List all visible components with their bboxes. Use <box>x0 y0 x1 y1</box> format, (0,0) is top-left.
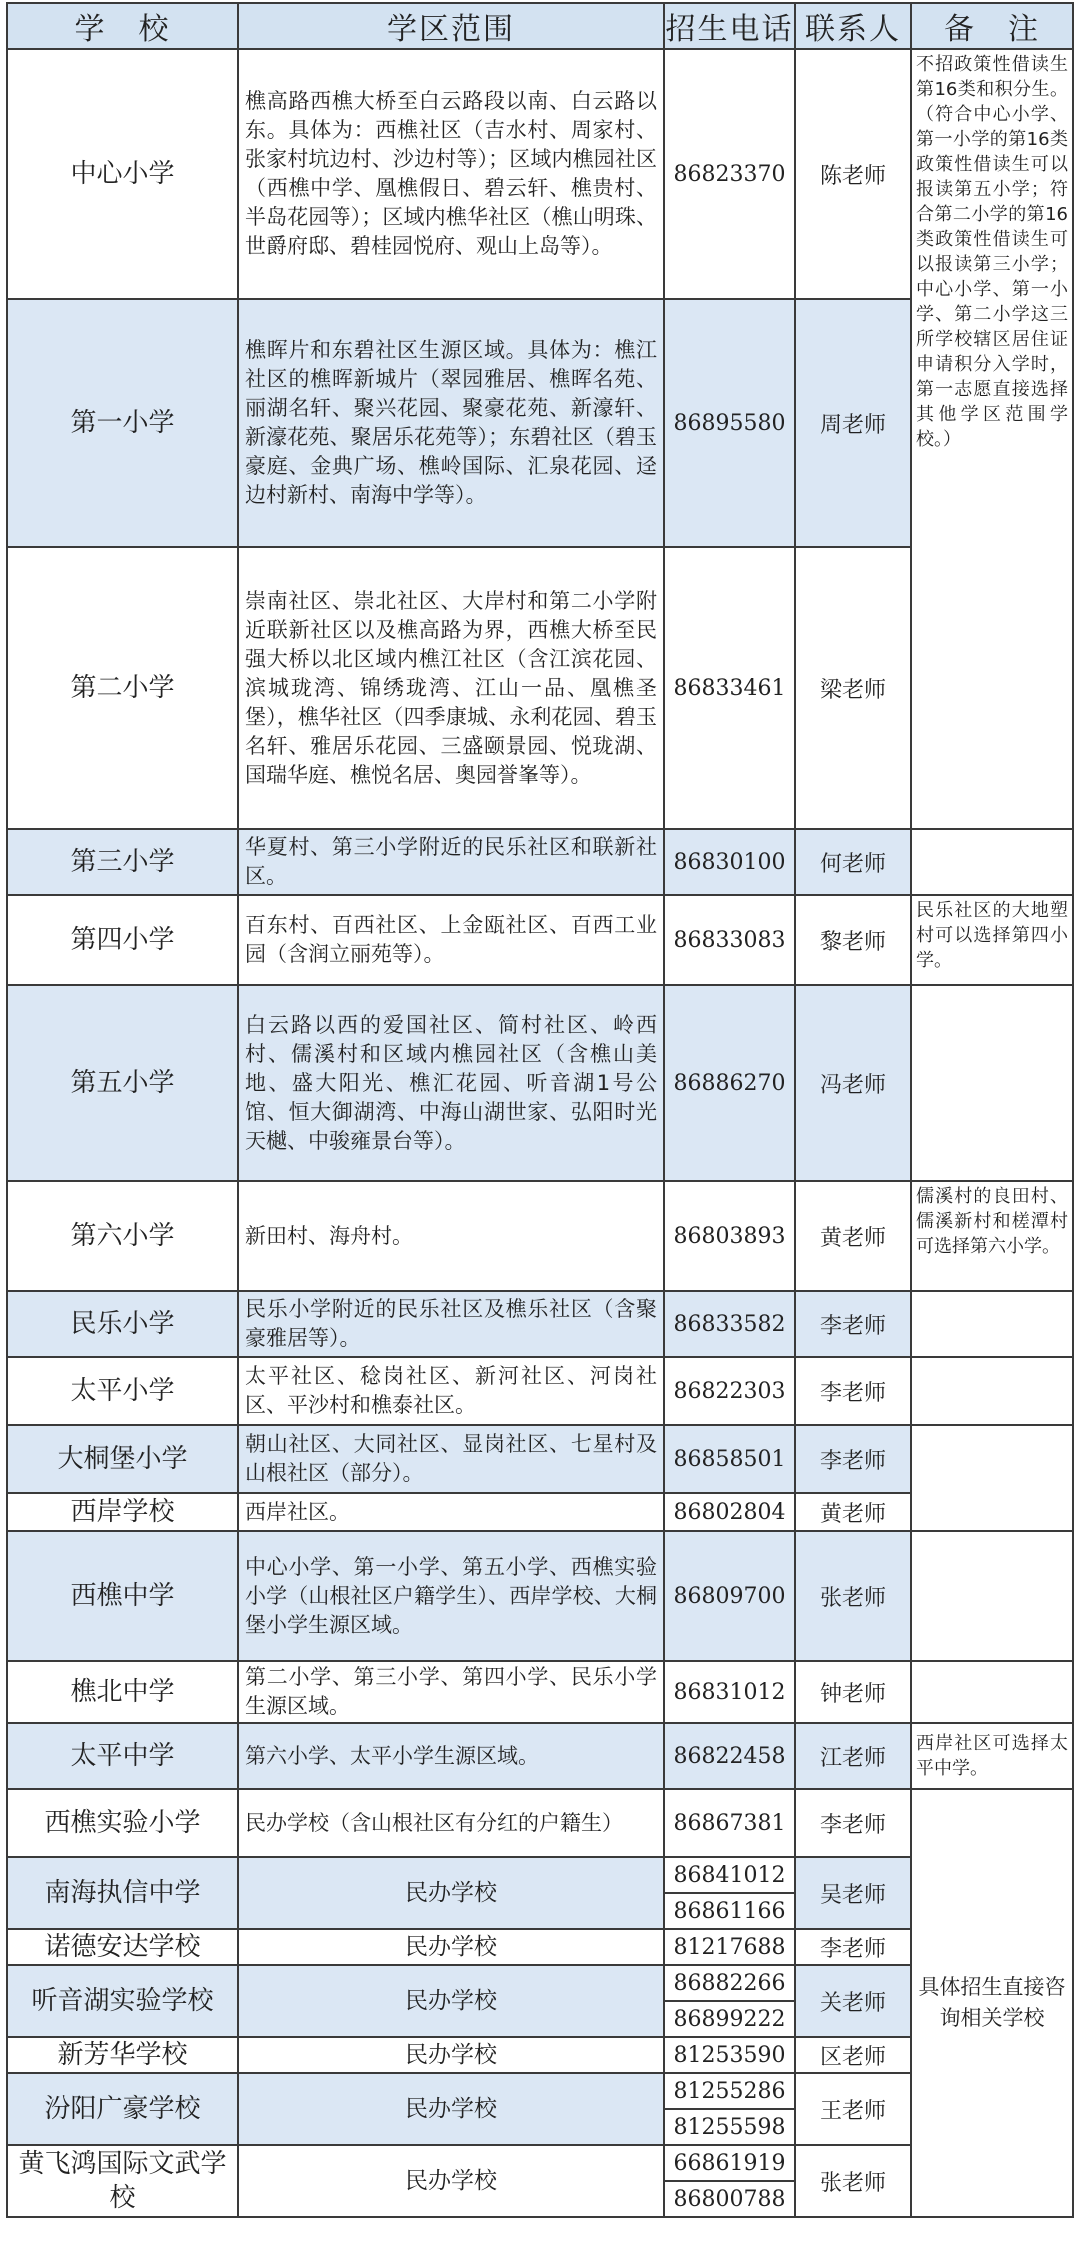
phone-number: 66861919 <box>664 2145 795 2181</box>
area-text: 华夏村、第三小学附近的民乐社区和联新社区。 <box>238 829 664 895</box>
school-name: 新芳华学校 <box>7 2037 238 2073</box>
phone-number: 86830100 <box>664 829 795 895</box>
contact-name: 关老师 <box>795 1965 911 2037</box>
area-text: 樵高路西樵大桥至白云路段以南、白云路以东。具体为：西樵社区（吉水村、周家村、张家村坑边村、沙边村等）；区域内樵园社区（西樵中学、凰樵假日、碧云轩、樵贵村、半岛花园等）；区域内樵华社区（樵山明珠、世爵府邸、碧桂园悦府、观山上岛等）。 <box>238 49 664 299</box>
contact-name: 李老师 <box>795 1357 911 1425</box>
area-text: 崇南社区、崇北社区、大岸村和第二小学附近联新社区以及樵高路为界，西樵大桥至民强大桥以北区域内樵江社区（含江滨花园、滨城珑湾、锦绣珑湾、江山一品、凰樵圣堡），樵华社区（四季康城、永利花园、碧玉名轩、雅居乐花园、三盛颐景园、悦珑湖、国瑞华庭、樵悦名居、奥园誉峯等）。 <box>238 547 664 829</box>
area-text: 民办学校 <box>238 1857 664 1929</box>
school-name: 樵北中学 <box>7 1661 238 1723</box>
table-row <box>7 985 1073 1181</box>
area-text: 民办学校 <box>238 2073 664 2145</box>
phone-number: 86802804 <box>664 1493 795 1531</box>
area-text: 民办学校 <box>238 1929 664 1965</box>
phone-number: 86800788 <box>664 2181 795 2217</box>
table-row <box>7 1357 1073 1425</box>
note-policy: 不招政策性借读生第16类和积分生。（符合中心小学、第一小学的第16类政策性借读生可以报读第五小学；符合第二小学的第16类政策性借读生可以报读第三小学；中心小学、第一小学、第二小学这三所学校辖区居住证申请积分入学时，第一志愿直接选择其他学区范围学校。） <box>911 49 1073 829</box>
phone-number: 81255286 <box>664 2073 795 2109</box>
contact-name: 吴老师 <box>795 1857 911 1929</box>
phone-number: 86823370 <box>664 49 795 299</box>
contact-name: 李老师 <box>795 1929 911 1965</box>
school-name: 西樵中学 <box>7 1531 238 1661</box>
area-text: 新田村、海舟村。 <box>238 1181 664 1291</box>
contact-name: 周老师 <box>795 299 911 547</box>
table-row <box>7 1531 1073 1661</box>
area-text: 百东村、百西社区、上金瓯社区、百西工业园（含润立丽苑等）。 <box>238 895 664 985</box>
note-empty <box>911 1661 1073 1723</box>
phone-number: 86886270 <box>664 985 795 1181</box>
note-sixth: 儒溪村的良田村、儒溪新村和槎潭村可选择第六小学。 <box>911 1181 1073 1291</box>
note-empty <box>911 985 1073 1181</box>
contact-name: 冯老师 <box>795 985 911 1181</box>
contact-name: 李老师 <box>795 1291 911 1357</box>
table-row <box>7 1789 1073 1857</box>
contact-name: 梁老师 <box>795 547 911 829</box>
note-taiping: 西岸社区可选择太平中学。 <box>911 1723 1073 1789</box>
contact-name: 区老师 <box>795 2037 911 2073</box>
area-text: 民办学校 <box>238 1965 664 2037</box>
area-text: 第六小学、太平小学生源区域。 <box>238 1723 664 1789</box>
note-empty <box>911 1531 1073 1661</box>
school-name: 第六小学 <box>7 1181 238 1291</box>
contact-name: 李老师 <box>795 1425 911 1493</box>
note-empty <box>911 1357 1073 1425</box>
school-name: 第五小学 <box>7 985 238 1181</box>
contact-name: 黄老师 <box>795 1181 911 1291</box>
contact-name: 黎老师 <box>795 895 911 985</box>
note-fourth: 民乐社区的大地塑村可以选择第四小学。 <box>911 895 1073 985</box>
table-row <box>7 1661 1073 1723</box>
table-header-row <box>7 3 1073 49</box>
phone-number: 86833083 <box>664 895 795 985</box>
contact-name: 何老师 <box>795 829 911 895</box>
table-row <box>7 829 1073 895</box>
phone-number: 86861166 <box>664 1893 795 1929</box>
school-name: 大桐堡小学 <box>7 1425 238 1493</box>
phone-number: 81255598 <box>664 2109 795 2145</box>
area-text: 民办学校（含山根社区有分红的户籍生） <box>238 1789 664 1857</box>
phone-number: 86809700 <box>664 1531 795 1661</box>
school-name: 太平小学 <box>7 1357 238 1425</box>
phone-number: 86833582 <box>664 1291 795 1357</box>
table-row <box>7 1291 1073 1357</box>
area-text: 民乐小学附近的民乐社区及樵乐社区（含聚豪雅居等）。 <box>238 1291 664 1357</box>
area-text: 白云路以西的爱国社区、简村社区、岭西村、儒溪村和区域内樵园社区（含樵山美地、盛大阳光、樵汇花园、听音湖1号公馆、恒大御湖湾、中海山湖世家、弘阳时光天樾、中骏雍景台等）。 <box>238 985 664 1181</box>
school-name: 听音湖实验学校 <box>7 1965 238 2037</box>
school-name: 诺德安达学校 <box>7 1929 238 1965</box>
school-name: 南海执信中学 <box>7 1857 238 1929</box>
header-contact: 联系人 <box>795 3 911 49</box>
table-row <box>7 1425 1073 1493</box>
table-row <box>7 1181 1073 1291</box>
school-name: 第一小学 <box>7 299 238 547</box>
school-name: 民乐小学 <box>7 1291 238 1357</box>
area-text: 第二小学、第三小学、第四小学、民乐小学生源区域。 <box>238 1661 664 1723</box>
contact-name: 钟老师 <box>795 1661 911 1723</box>
contact-name: 黄老师 <box>795 1493 911 1531</box>
table-row <box>7 1723 1073 1789</box>
area-text: 民办学校 <box>238 2037 664 2073</box>
school-name: 西樵实验小学 <box>7 1789 238 1857</box>
school-name: 第四小学 <box>7 895 238 985</box>
school-name: 西岸学校 <box>7 1493 238 1531</box>
area-text: 太平社区、稔岗社区、新河社区、河岗社区、平沙村和樵泰社区。 <box>238 1357 664 1425</box>
table-row <box>7 895 1073 985</box>
phone-number: 86858501 <box>664 1425 795 1493</box>
school-name: 中心小学 <box>7 49 238 299</box>
school-name: 黄飞鸿国际文武学校 <box>7 2145 238 2217</box>
phone-number: 86822303 <box>664 1357 795 1425</box>
phone-number: 86833461 <box>664 547 795 829</box>
contact-name: 李老师 <box>795 1789 911 1857</box>
phone-number: 86899222 <box>664 2001 795 2037</box>
header-school: 学 校 <box>7 3 238 49</box>
school-name: 太平中学 <box>7 1723 238 1789</box>
contact-name: 陈老师 <box>795 49 911 299</box>
area-text: 中心小学、第一小学、第五小学、西樵实验小学（山根社区户籍学生）、西岸学校、大桐堡小学生源区域。 <box>238 1531 664 1661</box>
phone-number: 81217688 <box>664 1929 795 1965</box>
phone-number: 86882266 <box>664 1965 795 2001</box>
phone-number: 86831012 <box>664 1661 795 1723</box>
school-name: 汾阳广豪学校 <box>7 2073 238 2145</box>
phone-number: 86841012 <box>664 1857 795 1893</box>
enrollment-table <box>6 2 1074 2218</box>
contact-name: 江老师 <box>795 1723 911 1789</box>
area-text: 西岸社区。 <box>238 1493 664 1531</box>
contact-name: 张老师 <box>795 2145 911 2217</box>
area-text: 民办学校 <box>238 2145 664 2217</box>
phone-number: 86895580 <box>664 299 795 547</box>
header-note: 备 注 <box>911 3 1073 49</box>
note-private: 具体招生直接咨询相关学校 <box>911 1789 1073 2217</box>
school-name: 第二小学 <box>7 547 238 829</box>
contact-name: 王老师 <box>795 2073 911 2145</box>
phone-number: 86822458 <box>664 1723 795 1789</box>
note-empty <box>911 1425 1073 1531</box>
note-empty <box>911 1291 1073 1357</box>
school-name: 第三小学 <box>7 829 238 895</box>
contact-name: 张老师 <box>795 1531 911 1661</box>
phone-number: 86803893 <box>664 1181 795 1291</box>
area-text: 樵晖片和东碧社区生源区域。具体为：樵江社区的樵晖新城片（翠园雅居、樵晖名苑、丽湖名轩、聚兴花园、聚豪花苑、新濠轩、新濠花苑、聚居乐花苑等）；东碧社区（碧玉豪庭、金典广场、樵岭国际、汇泉花园、迳边村新村、南海中学等）。 <box>238 299 664 547</box>
note-empty <box>911 829 1073 895</box>
header-area: 学区范围 <box>238 3 664 49</box>
table-row <box>7 49 1073 299</box>
phone-number: 86867381 <box>664 1789 795 1857</box>
phone-number: 81253590 <box>664 2037 795 2073</box>
header-phone: 招生电话 <box>664 3 795 49</box>
area-text: 朝山社区、大同社区、显岗社区、七星村及山根社区（部分）。 <box>238 1425 664 1493</box>
